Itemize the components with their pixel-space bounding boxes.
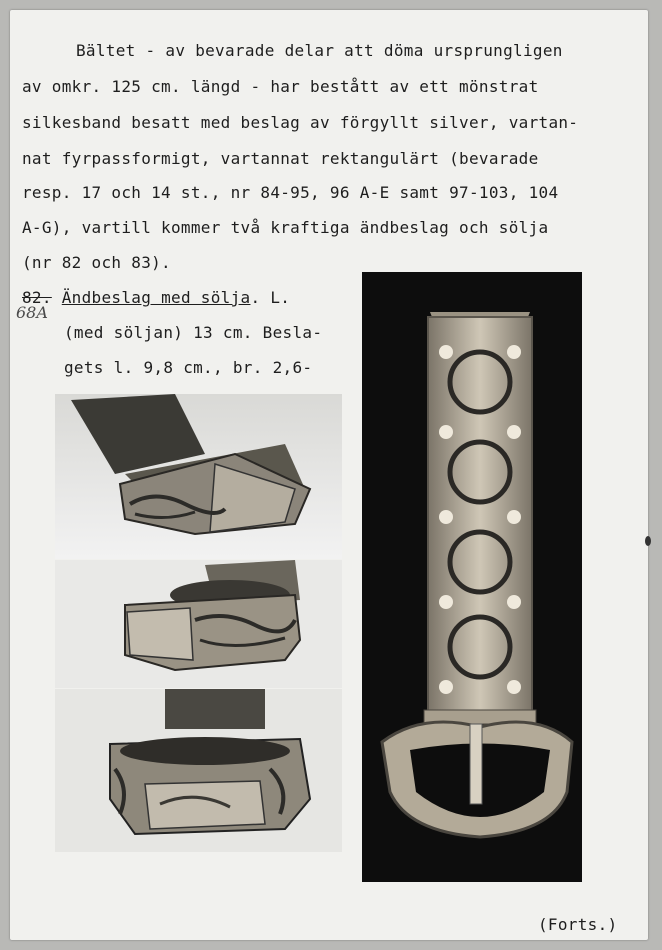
entry-line-2: (med söljan) 13 cm. Besla- [64,323,323,342]
entry-line-3: gets l. 9,8 cm., br. 2,6- [64,358,313,377]
text-line-7: (nr 82 och 83). [22,253,171,272]
entry-title: Ändbeslag med sölja [61,288,251,307]
text-line-4: nat fyrpassformigt, vartannat rektangulärt (bevarade [22,149,539,168]
photo-end-mount-with-buckle [362,272,582,882]
text-line-6: A-G), vartill kommer två kraftiga ändbeslag och sölja [22,218,549,237]
entry-number: 82. [22,288,52,307]
photo-buckle-view-3 [55,689,342,852]
entry-heading [22,288,290,308]
entry-length-label: . L. [250,288,291,307]
text-line-5: resp. 17 och 14 st., nr 84-95, 96 A-E samt 97-103, 104 [22,183,559,202]
handwritten-note: 68A [16,303,48,322]
text-line-2: av omkr. 125 cm. längd - har bestått av ett mönstrat [22,77,539,96]
text-line-1: Bältet - av bevarade delar att döma ursprungligen [76,41,563,60]
text-line-3: silkesband besatt med beslag av förgyllt silver, vartan- [22,113,579,132]
photo-buckle-view-2 [55,560,342,688]
ink-smudge [645,536,651,546]
continued-footer: (Forts.) [538,915,618,934]
photo-buckle-view-1 [55,394,342,559]
